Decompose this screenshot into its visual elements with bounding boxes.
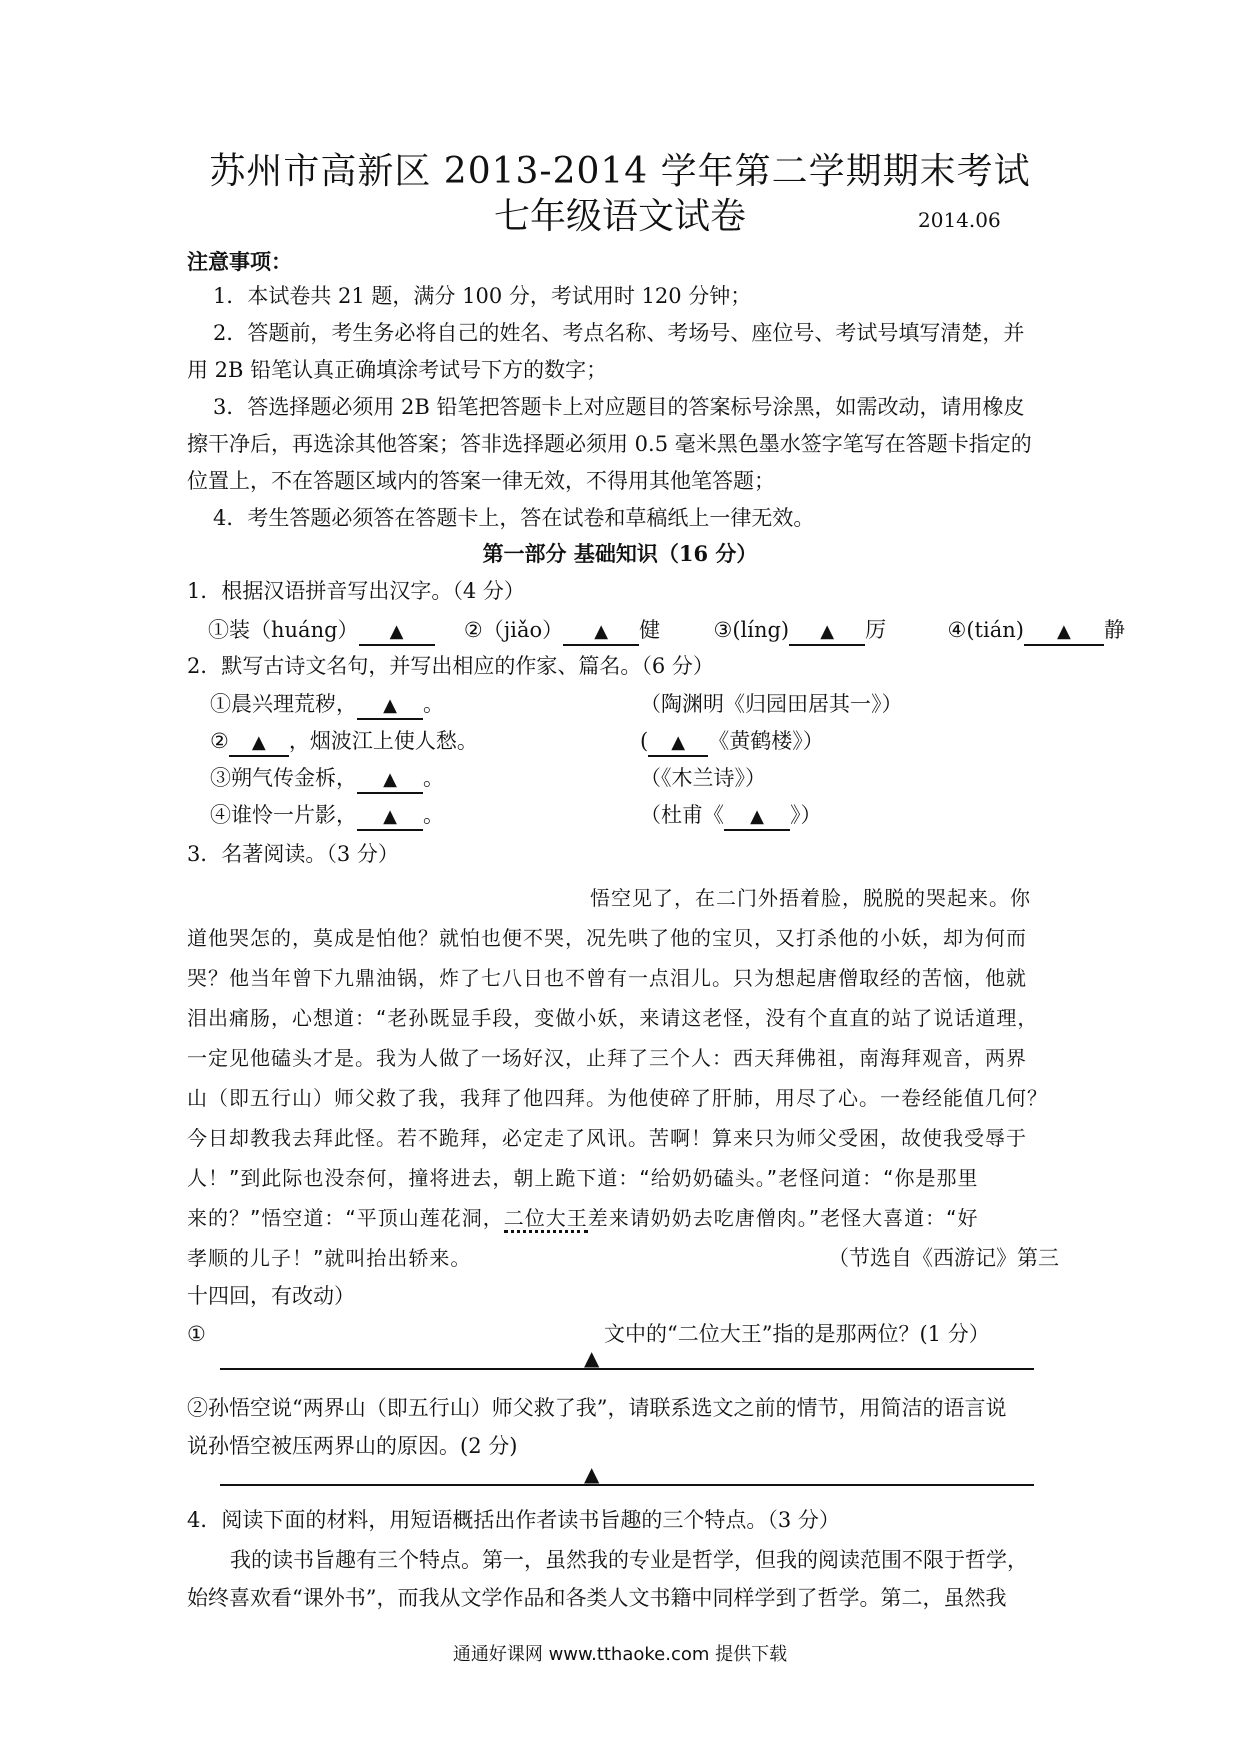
exam-date: 2014.06: [918, 208, 1001, 232]
triangle-mark: ▲: [584, 1462, 600, 1486]
item-text: ③(líng): [713, 618, 790, 642]
answer-line[interactable]: [220, 1368, 1034, 1370]
subquestion-2-text: ②孙悟空说“两界山（即五行山）师父救了我”，请联系选文之前的情节，用简洁的语言说: [187, 1396, 1007, 1420]
question-2-stem: 2．默写古诗文名句，并写出相应的作家、篇名。（6 分）: [187, 654, 714, 678]
answer-blank[interactable]: [357, 692, 423, 720]
item-text: ②（jiǎo）: [463, 618, 564, 642]
triangle-mark: ▲: [1057, 621, 1071, 642]
triangle-mark: ▲: [251, 732, 266, 753]
passage-source-cont: 十四回，有改动）: [187, 1284, 355, 1308]
subquestion-2-text: 说孙悟空被压两界山的原因。(2 分): [187, 1434, 518, 1458]
passage-source: （节选自《西游记》第三: [828, 1246, 1059, 1270]
answer-blank[interactable]: [1024, 618, 1104, 646]
answer-blank[interactable]: [789, 618, 865, 646]
answer-line[interactable]: [220, 1484, 1034, 1486]
passage-line: 山（即五行山）师父救了我，我拜了他四拜。为他使碎了肝肺，用尽了心。一卷经能值几何？: [187, 1086, 1048, 1110]
notice-item: 用 2B 铅笔认真正确填涂考试号下方的数字；: [187, 358, 608, 382]
passage-text: 来的？”悟空道：“平顶山莲花洞，: [187, 1206, 504, 1230]
passage-line: 泪出痛肠，心想道：“老孙既显手段，变做小妖，来请这老怪，没有个直直的站了说话道理，: [187, 1006, 1039, 1030]
answer-blank[interactable]: [724, 803, 790, 831]
item-text: ④(tián): [947, 618, 1024, 642]
item-text: 健: [639, 618, 661, 642]
item-text: 静: [1103, 618, 1125, 642]
triangle-mark: ▲: [594, 621, 609, 642]
exam-subtitle: 七年级语文试卷: [493, 196, 746, 237]
passage-line: 道他哭怎的，莫成是怕他？就怕也便不哭，况先哄了他的宝贝，又打杀他的小妖，却为何而: [187, 926, 1027, 950]
notice-heading: 注意事项：: [187, 249, 292, 274]
notice-item: 2．答题前，考生务必将自己的姓名、考点名称、考场号、座位号、考试号填写清楚，并: [213, 321, 1025, 345]
question-4-stem: 4．阅读下面的材料，用短语概括出作者读书旨趣的三个特点。（3 分）: [187, 1508, 840, 1532]
poem-text: (: [640, 729, 649, 753]
subquestion-1-num: ①: [187, 1322, 206, 1346]
answer-blank[interactable]: [357, 766, 423, 794]
answer-blank[interactable]: [229, 729, 289, 757]
triangle-mark: ▲: [820, 621, 835, 642]
answer-blank[interactable]: [357, 803, 423, 831]
poem-text: 《黄鹤楼》）: [708, 729, 824, 753]
passage-line: 人！”到此际也没奈何，撞将进去，朝上跪下道：“给奶奶磕头。”老怪问道：“你是那里: [187, 1166, 979, 1190]
passage-line: 一定见他磕头才是。我为人做了一场好汉，止拜了三个人：西天拜佛祖，南海拜观音，两界: [187, 1046, 1027, 1070]
poem-text: ，烟波江上使人愁。: [288, 729, 478, 753]
question-1-items: [208, 612, 1125, 648]
triangle-mark: ▲: [383, 806, 397, 827]
answer-blank[interactable]: [359, 618, 435, 646]
notice-item: 位置上，不在答题区域内的答案一律无效，不得用其他笔答题；: [187, 469, 775, 493]
triangle-mark: ▲: [671, 732, 686, 753]
footer-credit: 通通好课网 www.tthaoke.com 提供下载: [452, 1644, 788, 1665]
passage-text: 差来请奶奶去吃唐僧肉。”老怪大喜道：“好: [587, 1206, 979, 1230]
poem-text: 》）: [790, 803, 822, 827]
poem-source-3: （《木兰诗》）: [640, 766, 766, 790]
triangle-mark: ▲: [584, 1346, 600, 1370]
passage-line: 悟空见了，在二门外捂着脸，脱脱的哭起来。你: [590, 886, 1031, 910]
poem-text: 。: [423, 803, 444, 827]
material-text: 我的读书旨趣有三个特点。第一，虽然我的专业是哲学，但我的阅读范围不限于哲学，: [230, 1548, 1028, 1572]
notice-item: 1．本试卷共 21 题，满分 100 分，考试用时 120 分钟；: [213, 284, 752, 308]
emphasized-text: 二位大王: [504, 1206, 588, 1233]
passage-line: 今日却教我去拜此怪。若不跪拜，必定走了风讯。苦啊！算来只为师父受困，故使我受辱于: [187, 1126, 1027, 1150]
poem-text: ①晨兴理荒秽，: [210, 692, 357, 716]
poem-text: ②: [210, 729, 229, 753]
triangle-mark: ▲: [383, 695, 397, 716]
poem-text: 。: [423, 766, 444, 790]
answer-blank[interactable]: [648, 729, 708, 757]
answer-blank[interactable]: [563, 618, 639, 646]
item-text: 厉: [865, 618, 887, 642]
question-3-stem: 3．名著阅读。（3 分）: [187, 842, 399, 866]
notice-item: 4．考生答题必须答在答题卡上，答在试卷和草稿纸上一律无效。: [213, 506, 815, 530]
poem-text: ③朔气传金柝，: [210, 766, 357, 790]
passage-line: 哭？他当年曾下九鼎油锅，炸了七八日也不曾有一点泪儿。只为想起唐僧取经的苦恼，他就: [187, 966, 1027, 990]
section-heading: 第一部分 基础知识（16 分）: [482, 541, 758, 566]
material-text: 始终喜欢看“课外书”，而我从文学作品和各类人文书籍中同样学到了哲学。第二，虽然我: [187, 1586, 1007, 1610]
poem-source-1: （陶渊明《归园田居其一》）: [640, 692, 903, 716]
subquestion-1-text: 文中的“二位大王”指的是那两位？(1 分）: [604, 1322, 990, 1346]
poem-text: ④谁怜一片影，: [210, 803, 357, 827]
poem-text: 。: [423, 692, 444, 716]
passage-line: [187, 1200, 1067, 1236]
triangle-mark: ▲: [383, 769, 397, 790]
passage-line: 孝顺的儿子！”就叫抬出轿来。: [187, 1246, 472, 1270]
triangle-mark: ▲: [389, 621, 404, 642]
poem-text: （杜甫《: [640, 803, 724, 827]
notice-item: 3．答选择题必须用 2B 铅笔把答题卡上对应题目的答案标号涂黑，如需改动，请用橡皮: [213, 395, 1025, 419]
poem-source-2: [640, 723, 1020, 759]
question-1-stem: 1．根据汉语拼音写出汉字。（4 分）: [187, 579, 525, 603]
item-text: ①装（huáng）: [208, 618, 359, 642]
poem-source-4: [640, 797, 1020, 833]
notice-item: 擦干净后，再选涂其他答案；答非选择题必须用 0.5 毫米黑色墨水签字笔写在答题卡指定的: [187, 432, 1032, 456]
exam-title: 苏州市高新区 2013-2014 学年第二学期期末考试: [209, 151, 1031, 192]
triangle-mark: ▲: [750, 806, 764, 827]
